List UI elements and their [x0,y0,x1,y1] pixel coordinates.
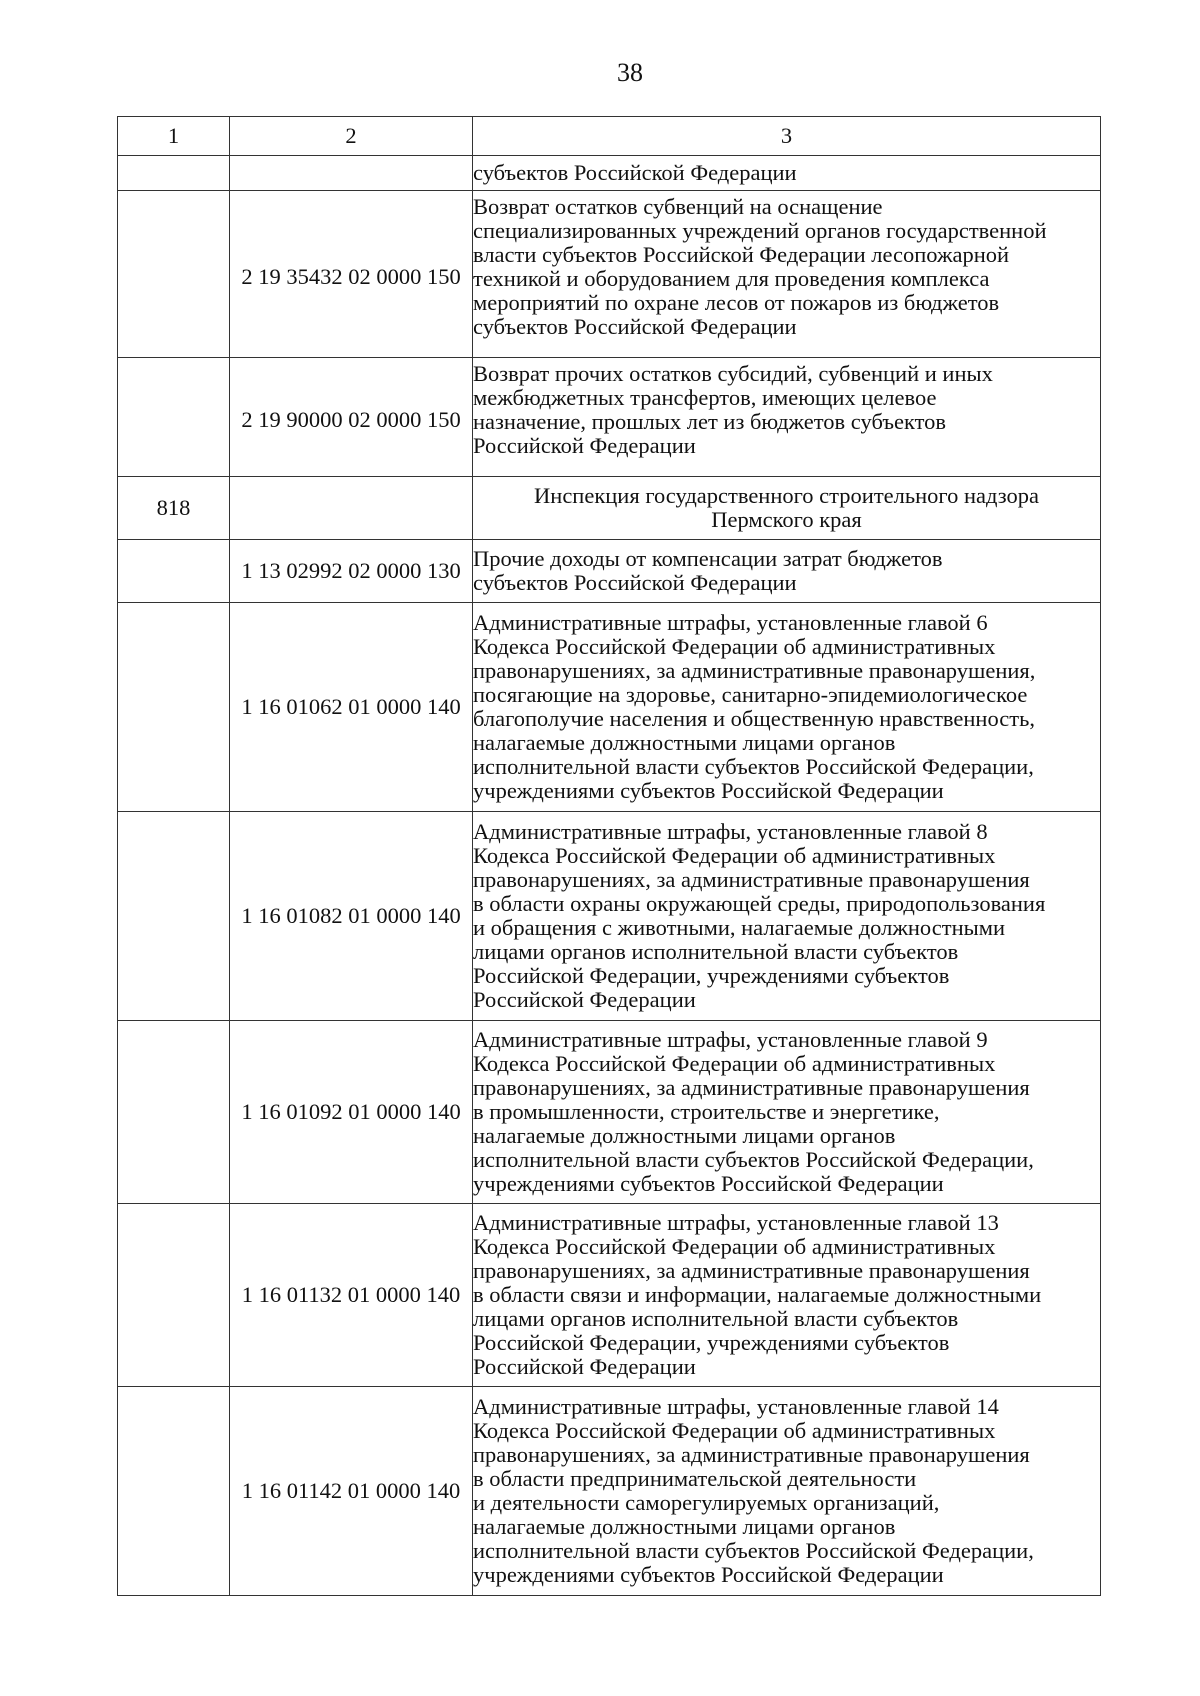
description-line: исполнительной власти субъектов Российской Федерации, [473,754,1034,779]
row-description-cell [473,812,1101,1021]
description-line: правонарушениях, за административные правонарушения [473,1075,1030,1100]
row-col1-cell [118,1387,230,1596]
row-code-cell: 1 16 01082 01 0000 140 [230,812,473,1021]
description-line: Кодекса Российской Федерации об административных [473,1051,996,1076]
description-line: Возврат остатков субвенций на оснащение [473,194,883,219]
description-line: мероприятий по охране лесов от пожаров из бюджетов [473,290,1000,315]
description-line: Российской Федерации [473,1354,696,1379]
table-row [118,812,1101,1021]
description-line: правонарушениях, за административные правонарушения [473,1258,1030,1283]
description-line: исполнительной власти субъектов Российской Федерации, [473,1147,1034,1172]
row-description-cell [473,603,1101,812]
description-line: налагаемые должностными лицами органов [473,730,896,755]
row-col1-cell [118,1204,230,1387]
row-code-cell: 1 13 02992 02 0000 130 [230,540,473,603]
description-line: власти субъектов Российской Федерации лесопожарной [473,242,1010,267]
description-line: Прочие доходы от компенсации затрат бюджетов [473,546,943,571]
description-line: и деятельности саморегулируемых организаций, [473,1490,940,1515]
header-cell-col1: 1 [118,117,230,156]
description-line: в области предпринимательской деятельности [473,1466,917,1491]
row-description-cell [473,1021,1101,1204]
description-line: Российской Федерации, учреждениями субъектов [473,1330,950,1355]
table-row [118,1387,1101,1596]
row-col1-cell [118,603,230,812]
description-line: Административные штрафы, установленные главой 9 [473,1027,988,1052]
table-row [118,540,1101,603]
row-description-cell [473,156,1101,191]
row-description-cell [473,358,1101,477]
row-col1-cell [118,812,230,1021]
description-line: учреждениями субъектов Российской Федерации [473,1171,944,1196]
row-code-cell: 2 19 35432 02 0000 150 [230,191,473,358]
table-row [118,1021,1101,1204]
description-line: Административные штрафы, установленные главой 14 [473,1394,999,1419]
description-line: в промышленности, строительстве и энергетике, [473,1099,940,1124]
description-line: Кодекса Российской Федерации об административных [473,1418,996,1443]
description-line: лицами органов исполнительной власти субъектов [473,939,959,964]
table-row-section-heading [118,477,1101,540]
description-line: Кодекса Российской Федерации об административных [473,843,996,868]
description-line: Инспекция государственного строительного надзора [534,483,1039,508]
row-col1-cell [118,1021,230,1204]
row-code-cell: 1 16 01132 01 0000 140 [230,1204,473,1387]
description-line: правонарушениях, за административные правонарушения, [473,658,1036,683]
description-line: Кодекса Российской Федерации об административных [473,634,996,659]
description-line: Административные штрафы, установленные главой 13 [473,1210,999,1235]
table-row [118,191,1101,358]
department-name-cell [473,477,1101,540]
description-line: межбюджетных трансфертов, имеющих целевое [473,385,937,410]
description-line: техникой и оборудованием для проведения комплекса [473,266,990,291]
description-line: Возврат прочих остатков субсидий, субвенций и иных [473,361,993,386]
table-row-continuation [118,156,1101,191]
table-header-row [118,117,1101,156]
description-line: учреждениями субъектов Российской Федерации [473,1562,944,1587]
description-line: налагаемые должностными лицами органов [473,1514,896,1539]
description-line: благополучие населения и общественную нравственность, [473,706,1035,731]
row-code-cell [230,477,473,540]
page-number: 38 [617,58,643,87]
description-line: Российской Федерации [473,433,696,458]
description-line: в области связи и информации, налагаемые должностными [473,1282,1042,1307]
description-line: в области охраны окружающей среды, природопользования [473,891,1046,916]
description-line: и обращения с животными, налагаемые должностными [473,915,1006,940]
row-col1-cell [118,540,230,603]
table-row [118,358,1101,477]
description-line: Российской Федерации, учреждениями субъектов [473,963,950,988]
row-col1-cell [118,156,230,191]
description-line: лицами органов исполнительной власти субъектов [473,1306,959,1331]
row-description-cell [473,191,1101,358]
description-line: Административные штрафы, установленные главой 8 [473,819,988,844]
description-line: субъектов Российской Федерации [473,160,797,185]
row-description-cell [473,1204,1101,1387]
description-line: учреждениями субъектов Российской Федерации [473,778,944,803]
header-cell-col3: 3 [473,117,1101,156]
description-line: Пермского края [711,507,862,532]
description-line: исполнительной власти субъектов Российской Федерации, [473,1538,1034,1563]
description-line: Кодекса Российской Федерации об административных [473,1234,996,1259]
header-cell-col2: 2 [230,117,473,156]
row-description-cell [473,540,1101,603]
row-code-cell: 1 16 01062 01 0000 140 [230,603,473,812]
row-description-cell [473,1387,1101,1596]
row-col1-cell [118,191,230,358]
row-col1-cell [118,358,230,477]
row-code-cell: 1 16 01092 01 0000 140 [230,1021,473,1204]
budget-codes-table [117,116,1101,1596]
row-code-cell: 1 16 01142 01 0000 140 [230,1387,473,1596]
department-code-cell: 818 [118,477,230,540]
row-code-cell [230,156,473,191]
description-line: правонарушениях, за административные правонарушения [473,867,1030,892]
description-line: назначение, прошлых лет из бюджетов субъектов [473,409,947,434]
description-line: Российской Федерации [473,987,696,1012]
description-line: посягающие на здоровье, санитарно-эпидемиологическое [473,682,1028,707]
description-line: налагаемые должностными лицами органов [473,1123,896,1148]
table-row [118,1204,1101,1387]
row-code-cell: 2 19 90000 02 0000 150 [230,358,473,477]
description-line: правонарушениях, за административные правонарушения [473,1442,1030,1467]
description-line: субъектов Российской Федерации [473,570,797,595]
table-row [118,603,1101,812]
description-line: специализированных учреждений органов государственной [473,218,1047,243]
description-line: Административные штрафы, установленные главой 6 [473,610,988,635]
description-line: субъектов Российской Федерации [473,314,797,339]
